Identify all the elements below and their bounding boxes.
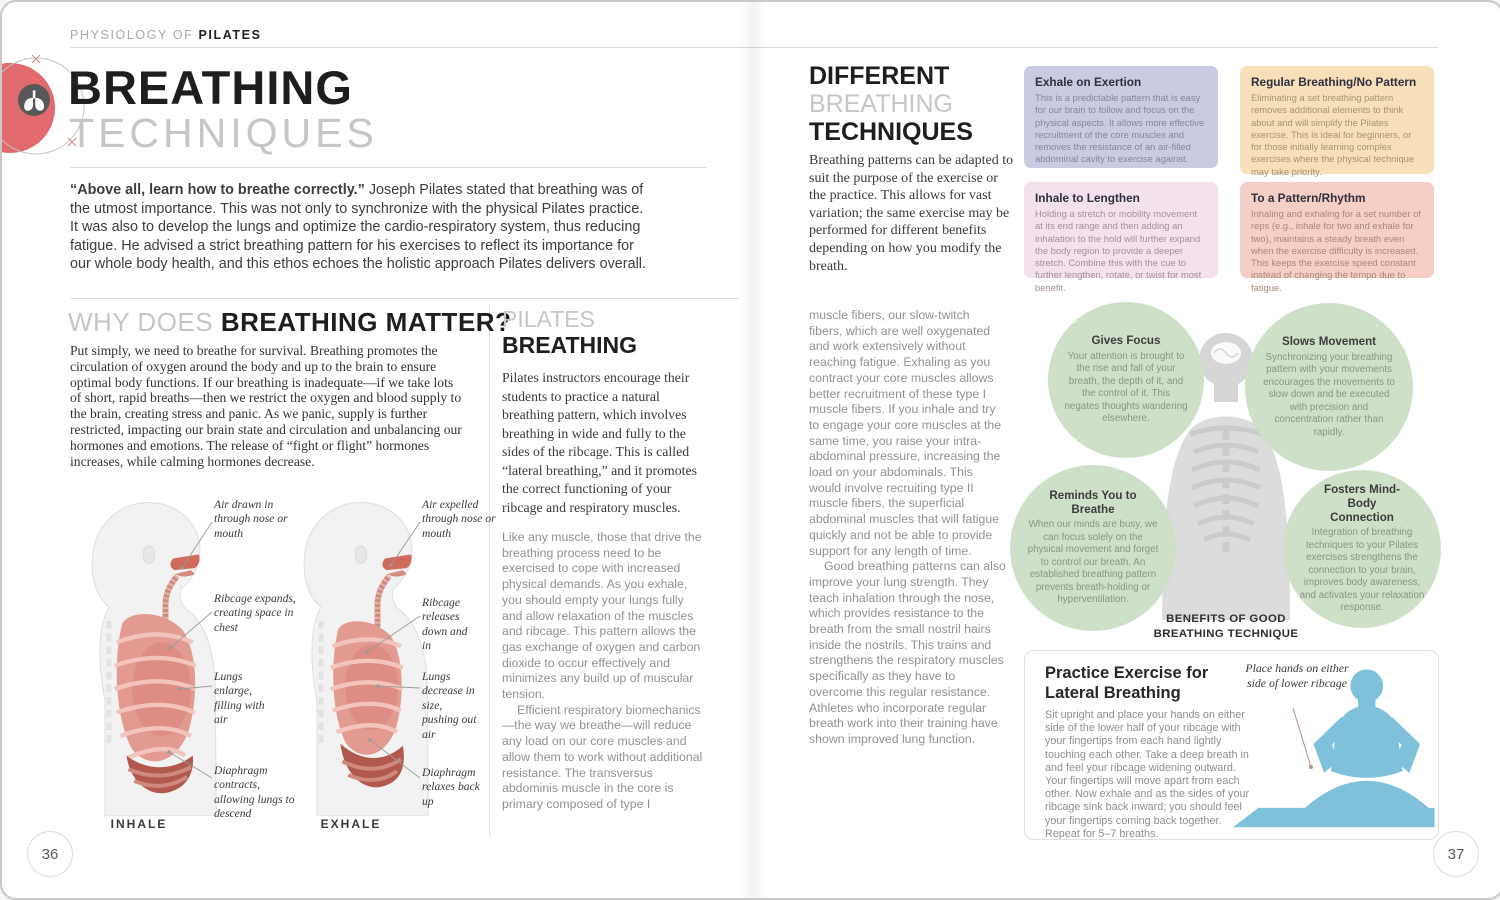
benefit-title: Reminds You to Breathe: [1049, 489, 1137, 516]
pilates-breathing-column: [502, 306, 703, 813]
exhale-label-diaphragm: Diaphragm relaxes back up: [422, 766, 480, 808]
card-inhale-to-lengthen: [1024, 182, 1218, 293]
why-body: Put simply, we need to breathe for survival. Breathing promotes the circulation of oxygen around the body and up to the brain to ensure optimal body functions. If our breathing is inadequate—if we take lots of short, rapid breaths—then we restrict the oxygen and blood supply to the brain, creating stress and panic. As we panic, supply is further restricted, impacting our brain state and circulation and unbalancing our hormones and emotions. The release of “fight or flight” hormones increases, while calming hormones decrease.: [70, 343, 462, 469]
practice-body: Sit upright and place your hands on either side of the lower half of your ribcage with your fingertips from each hand lightly touching each other. Take a deep breath in and feel your ribcage widening outward. Your fingertips will move apart from each other. Now exhale and as the sides of your ribcage sink back inward; you should feel your fingertips coming back together. Repeat for 5–7 breaths.: [1045, 709, 1250, 840]
practice-annotation: Place hands on either side of lower ribcage: [1245, 661, 1349, 690]
benefit-circle-gives-focus: [1048, 302, 1204, 458]
inhale-label-diaphragm: Diaphragm contracts, allowing lungs to descend: [214, 764, 295, 821]
why-heading-light: WHY DOES: [68, 307, 221, 337]
intro-rule: [70, 298, 739, 299]
why-heading-bold: BREATHING MATTER?: [220, 307, 512, 337]
card-exhale-on-exertion: [1024, 66, 1218, 168]
pilates-heading-light: PILATES: [502, 306, 595, 332]
benefit-body: Your attention is brought to the rise and fall of your breath, the depth of it, and the control of it. This negates thoughts wandering elsewhere.: [1064, 350, 1188, 425]
benefit-title: Fosters Mind-Body Connection: [1323, 483, 1400, 524]
anatomy-diagram: [70, 490, 496, 838]
inhale-caption: INHALE: [110, 817, 168, 831]
different-lead: Breathing patterns can be adapted to suit the purpose of the exercise or the practice. This allows for vast variation; the same exercise may be performed for different benefits depending on how you modify the breath.: [809, 153, 1014, 274]
benefit-title: Gives Focus: [1091, 334, 1161, 348]
card-to-a-pattern: [1240, 182, 1434, 293]
benefit-body: When our minds are busy, we can focus solely on the physical movement and forget to control our breath. An established breathing pattern prevents breath-holding or hyperventilation.: [1027, 519, 1159, 606]
benefit-circle-reminds-to-breathe: [1010, 465, 1176, 631]
different-heading-line2: BREATHING: [809, 90, 953, 118]
continuation-column: [809, 308, 1006, 748]
page-title-line1: BREATHING: [68, 61, 353, 114]
inhale-label-ribcage: Ribcage expands, creating space in chest: [214, 592, 296, 634]
card-body: Holding a stretch or mobility movement at its end range and then adding an inhalation to the hold will further expand the body region to provide a deeper stretch. Combine this with the cue to further lengthen, rotate, or twist for most benefit.: [1035, 208, 1202, 293]
title-rule: [70, 167, 707, 168]
benefit-body: Integration of breathing techniques to your Pilates exercises strengthens the connection to your brain, improves body awareness, and activates your relaxation response.: [1299, 527, 1425, 614]
different-heading: [809, 62, 973, 146]
breadcrumb-section: PHYSIOLOGY OF: [70, 28, 199, 42]
page-title-line2: TECHNIQUES: [69, 110, 378, 156]
benefit-circle-slows-movement: [1245, 303, 1413, 471]
card-body: Inhaling and exhaling for a set number of reps (e.g., inhale for two and exhale for two), maintains a steady breath even when the exercise difficulty is increased. This keeps the exercise speed constant instead of changing the tempo due to fatigue.: [1251, 208, 1421, 293]
pilates-lead: Pilates instructors encourage their students to practice a natural breathing pattern, which involves breathing in wide and fully to the sides of the ribcage. This is called “lateral breathing,” and it promotes the correct functioning of your ribcage and respiratory muscles.: [502, 370, 697, 515]
card-title: Regular Breathing/No Pattern: [1251, 75, 1417, 89]
intro-quote: “Above all, learn how to breathe correctly.”: [70, 182, 365, 198]
pilates-para2: Efficient respiratory biomechanics—the way we breathe—will reduce any load on our core muscles and allow them to work without additional resistance. The transversus abdominis muscle in the core is primary composed of type I: [502, 702, 703, 811]
exhale-label-lungs: Lungs decrease in size, pushing out air: [422, 670, 477, 741]
breadcrumb: [70, 28, 262, 42]
card-body: Eliminating a set breathing pattern removes additional elements to think about and will simplify the Pilates exercise. This is ideal for beginners, or for those initially learning complex exercises where the physical technique may take priority.: [1251, 92, 1415, 177]
column-divider: [489, 304, 490, 836]
card-title: To a Pattern/Rhythm: [1251, 191, 1366, 205]
page-number-right: 37: [1433, 831, 1479, 877]
benefit-body: Synchronizing your breathing pattern with your movements encourages the movements to slow down and be executed with precision and concentration rather than rapidly.: [1263, 351, 1395, 438]
page-number-left: 36: [27, 831, 73, 877]
pilates-heading-bold: BREATHING: [502, 332, 638, 358]
exhale-label-air: Air expelled through nose or mouth: [422, 498, 496, 540]
why-heading: [68, 307, 511, 338]
continuation-para2: Good breathing patterns can also improve your lung strength. They teach inhalation through the nose, which provides resistance to the breath from the small nostril hairs inside the nostrils. This trains and strengthens the respiratory muscles specifically as they have to overcome this regular resistance. Athletes who incorporate regular breath work into their training have shown improved lung function.: [809, 559, 1006, 746]
book-gutter: [740, 2, 766, 898]
pilates-para1: Like any muscle, those that drive the breathing process need to be exercised to cope with increased physical demands. As you exhale, you should empty your lungs fully and allow relaxation of the muscles and ribcage. This pattern allows the gas exchange of oxygen and carbon dioxide to occur effectively and minimizes any build up of muscular tension.: [502, 530, 702, 702]
benefit-title: Slows Movement: [1281, 334, 1377, 348]
lungs-icon: [18, 84, 50, 116]
intro-text: Joseph Pilates stated that breathing was of the utmost importance. This was not only to synchronize with the physical Pilates practice. It was also to develop the lungs and optimize the cardio-respiratory system, thus reducing fatigue. He advised a strict breathing pattern for his exercises to reflect its importance for our whole body health, and this ethos echoes the holistic approach Pilates delivers overall.: [70, 182, 646, 273]
inhale-label-lungs: Lungs enlarge, filling with air: [214, 670, 265, 727]
practice-exercise-box: [1024, 650, 1439, 840]
benefit-circle-mind-body: [1283, 470, 1441, 628]
breadcrumb-chapter: PILATES: [198, 28, 262, 42]
card-regular-breathing: [1240, 66, 1434, 177]
card-title: Inhale to Lengthen: [1035, 191, 1140, 205]
meditating-figure-illustration: [1218, 651, 1438, 835]
card-title: Exhale on Exertion: [1035, 75, 1142, 89]
different-heading-line3: TECHNIQUES: [809, 118, 973, 146]
exhale-label-ribcage: Ribcage releases down and in: [422, 596, 468, 653]
inhale-label-air: Air drawn in through nose or mouth: [214, 498, 288, 540]
continuation-para1: muscle fibers, our slow-twitch fibers, which are well oxygenated and work extensively without reaching fatigue. Exhaling as you contract your core muscles allows better recruitment of these type I muscle fibers. If you inhale and try to engage your core muscles at the same time, you raise your intra-abdominal pressure, increasing the load on your abdominals. This would involve recruiting type II muscle fibers, the superficial abdominal muscles that will fatigue quickly and not be able to provide support for any length of time.: [809, 308, 1002, 558]
practice-title: Practice Exercise for Lateral Breathing: [1045, 664, 1209, 702]
card-body: This is a predictable pattern that is easy for our brain to follow and focus on the physical aspects. It allows more effective recruitment of the core muscles and removes the resistance of an air-filled abdominal cavity to exercise against.: [1035, 92, 1205, 165]
exhale-caption: EXHALE: [320, 817, 382, 831]
intro-paragraph: [70, 181, 655, 274]
benefits-caption: BENEFITS OF GOOD BREATHING TECHNIQUE: [1153, 613, 1299, 640]
different-heading-line1: DIFFERENT: [809, 62, 950, 90]
